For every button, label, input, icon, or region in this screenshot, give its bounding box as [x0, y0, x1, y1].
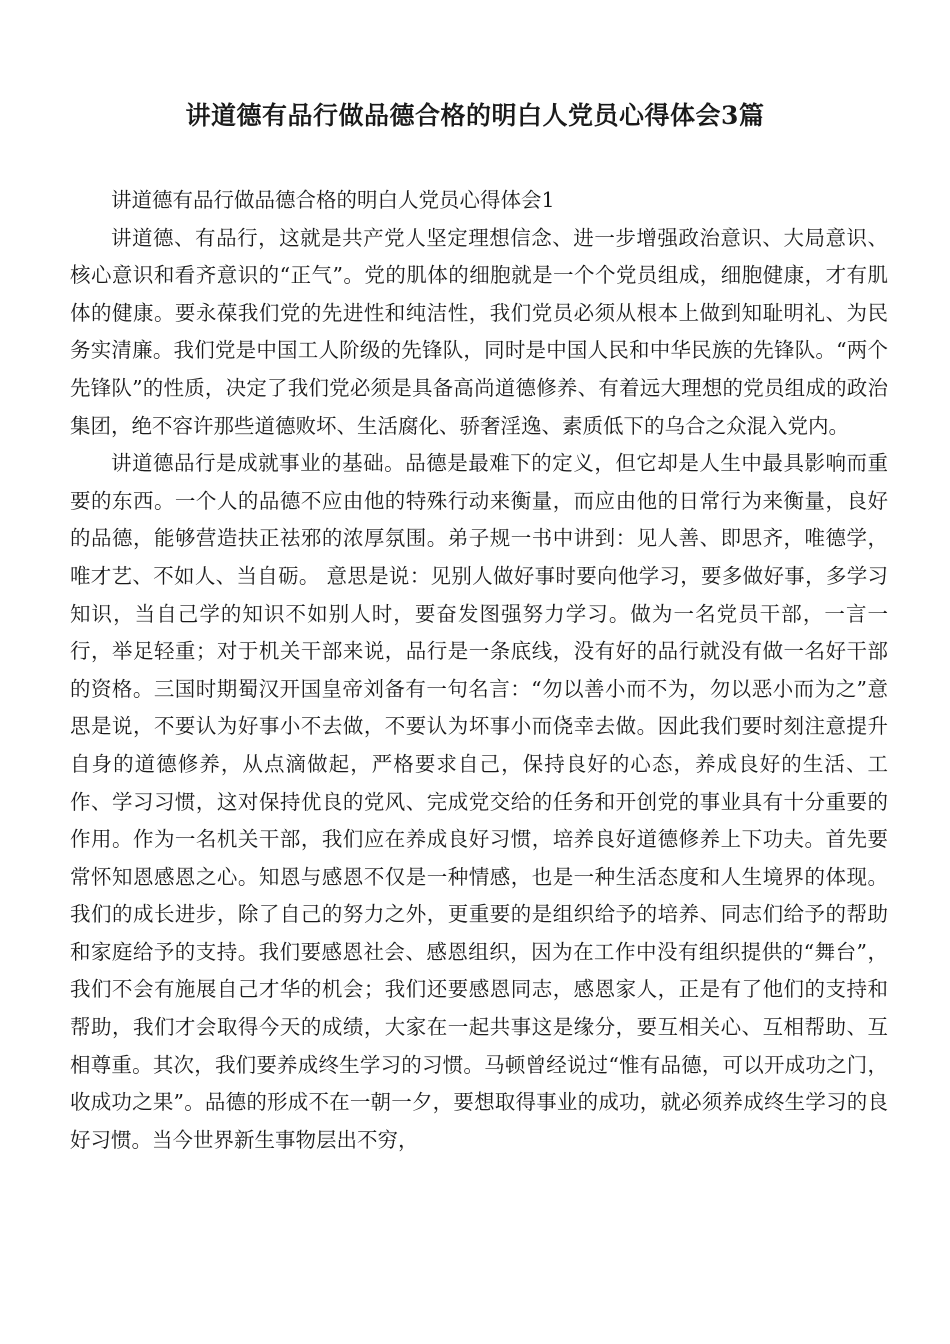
paragraph-2: 讲道德品行是成就事业的基础。品德是最难下的定义，但它却是人生中最具影响而重要的东西。一个人的品德不应由他的特殊行动来衡量，而应由他的日常行为来衡量，良好的品德，能够营造扶正祛邪的浓厚氛围。弟子规一书中讲到：见人善、即思齐，唯德学，唯才艺、不如人、当自砺。 意思是说：见别人做好事时要向他学习，要多做好事，多学习知识，当自己学的知识不如别人时，要奋发图强努力学习。做为一名党员干部，一言一行，举足轻重；对于机关干部来说，品行是一条底线，没有好的品行就没有做一名好干部的资格。三国时期蜀汉开国皇帝刘备有一句名言：“勿以善小而不为，勿以恶小而为之”意思是说，不要认为好事小不去做，不要认为坏事小而侥幸去做。因此我们要时刻注意提升自身的道德修养，从点滴做起，严格要求自己，保持良好的心态，养成良好的生活、工作、学习习惯，这对保持优良的党风、完成党交给的任务和开创党的事业具有十分重要的作用。作为一名机关干部，我们应在养成良好习惯，培养良好道德修养上下功夫。首先要常怀知恩感恩之心。知恩与感恩不仅是一种情感，也是一种生活态度和人生境界的体现。我们的成长进步，除了自己的努力之外，更重要的是组织给予的培养、同志们给予的帮助和家庭给予的支持。我们要感恩社会、感恩组织，因为在工作中没有组织提供的“舞台”，我们不会有施展自己才华的机会；我们还要感恩同志，感恩家人，正是有了他们的支持和帮助，我们才会取得今天的成绩，大家在一起共事这是缘分，要互相关心、互相帮助、互相尊重。其次，我们要养成终生学习的习惯。马顿曾经说过“惟有品德，可以开成功之门，收成功之果”。品德的形成不在一朝一夕，要想取得事业的成功，就必须养成终生学习的良好习惯。当今世界新生事物层出不穷， [70, 451, 888, 1152]
document-body [70, 182, 888, 1159]
document-subtitle: 讲道德有品行做品德合格的明白人党员心得体会1 [111, 188, 555, 212]
paragraph-1: 讲道德、有品行，这就是共产党人坚定理想信念、进一步增强政治意识、大局意识、核心意识和看齐意识的“正气”。党的肌体的细胞就是一个个党员组成，细胞健康，才有肌体的健康。要永葆我们党的先进性和纯洁性，我们党员必须从根本上做到知耻明礼、为民务实清廉。我们党是中国工人阶级的先锋队，同时是中国人民和中华民族的先锋队。“两个先锋队”的性质，决定了我们党必须是具备高尚道德修养、有着远大理想的党员组成的政治集团，绝不容许那些道德败坏、生活腐化、骄奢淫逸、素质低下的乌合之众混入党内。 [70, 225, 888, 438]
document-title: 讲道德有品行做品德合格的明白人党员心得体会3篇 [185, 101, 765, 130]
